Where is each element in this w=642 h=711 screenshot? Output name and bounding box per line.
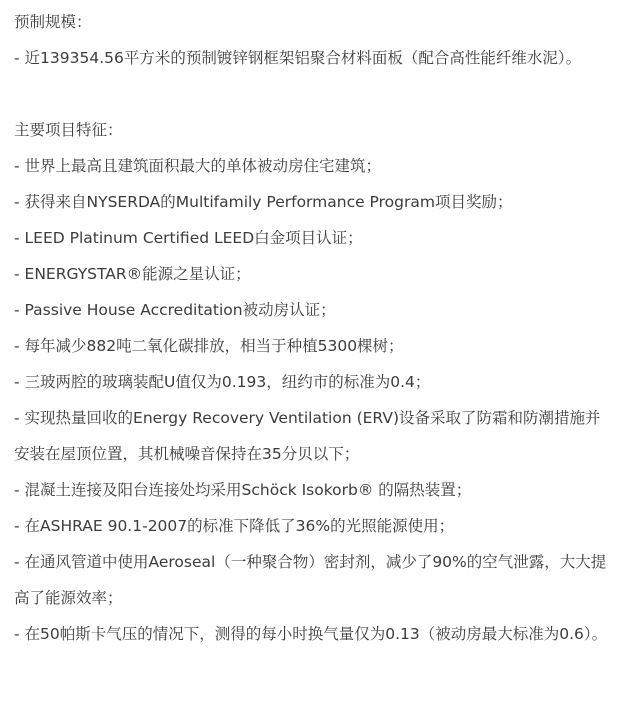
feature-item-4: - ENERGYSTAR®能源之星认证； — [14, 265, 251, 283]
feature-item-10: - 在ASHRAE 90.1-2007的标准下降低了36%的光照能源使用； — [14, 517, 455, 535]
section-heading-scale: 预制规模： — [14, 13, 92, 31]
feature-item-6: - 每年减少882吨二氧化碳排放，相当于种植5300棵树； — [14, 337, 404, 355]
scale-item-1: - 近139354.56平方米的预制镀锌钢框架铝聚合材料面板（配合高性能纤维水泥）。 — [14, 49, 582, 67]
feature-item-2: - 获得来自NYSERDA的Multifamily Performance Program项目奖励； — [14, 193, 513, 211]
feature-item-7: - 三玻两腔的玻璃装配U值仅为0.193，纽约市的标准为0.4； — [14, 373, 431, 391]
feature-item-3: - LEED Platinum Certified LEED白金项目认证； — [14, 229, 363, 247]
feature-item-9: - 混凝土连接及阳台连接处均采用Schöck Isokorb® 的隔热装置； — [14, 481, 472, 499]
feature-item-1: - 世界上最高且建筑面积最大的单体被动房住宅建筑； — [14, 157, 382, 175]
paragraph-gap — [14, 76, 614, 112]
feature-item-8: - 实现热量回收的Energy Recovery Ventilation (ERV)设备采取了防霜和防潮措施并安装在屋顶位置，其机械噪音保持在35分贝以下； — [14, 409, 601, 463]
feature-item-12: - 在50帕斯卡气压的情况下，测得的每小时换气量仅为0.13（被动房最大标准为0.6）。 — [14, 625, 608, 643]
section-heading-features: 主要项目特征： — [14, 121, 123, 139]
feature-item-11: - 在通风管道中使用Aeroseal（一种聚合物）密封剂，减少了90%的空气泄露，大大提高了能源效率； — [14, 553, 607, 607]
feature-item-5: - Passive House Accreditation被动房认证； — [14, 301, 336, 319]
document-body — [14, 0, 614, 652]
